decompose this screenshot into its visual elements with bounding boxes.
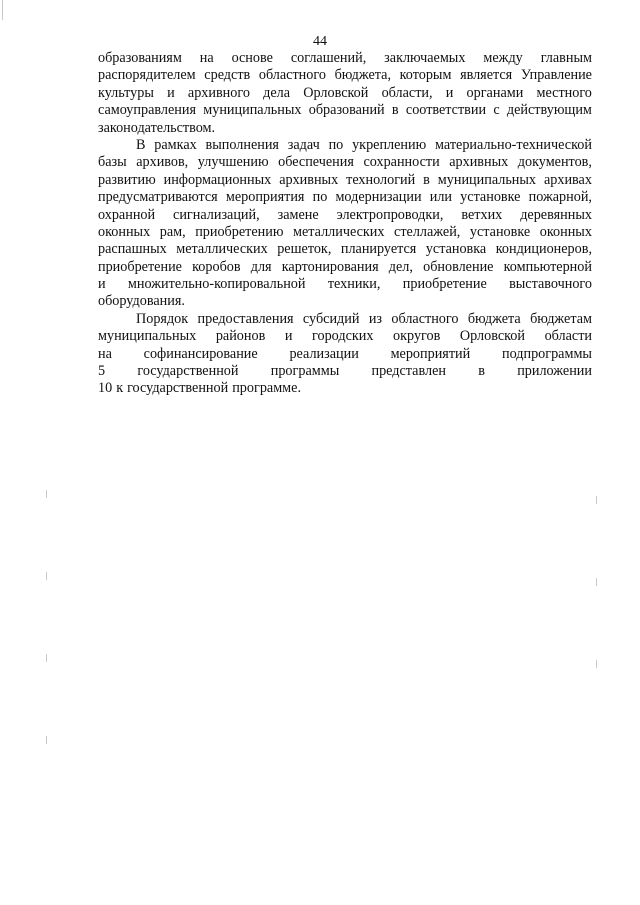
scan-margin-mark [46,490,47,498]
text-line: оконных рам, приобретению металлических стеллажей, установке оконных [98,223,592,240]
paragraph [98,50,592,137]
scan-margin-mark [46,654,47,662]
text-line: 10 к государственной программе. [98,380,302,397]
text-line: 5 государственной программы представлен в приложении [98,363,592,380]
page-number: 44 [313,34,327,49]
text-line: базы архивов, улучшению обеспечения сохранности архивных документов, [98,154,592,171]
document-body [98,50,592,398]
text-line: Порядок предоставления субсидий из областного бюджета бюджетам [136,310,592,327]
text-line: законодательством. [98,119,216,136]
text-line: распорядителем средств областного бюджета, которым является Управление [98,67,592,84]
text-line: образованиям на основе соглашений, заключаемых между главным [98,50,592,66]
paragraph [98,137,592,311]
scan-margin-mark [2,0,3,20]
paragraph [98,311,592,398]
scan-margin-mark [596,578,597,586]
text-line: культуры и архивного дела Орловской области, и органами местного [98,84,592,101]
scan-margin-mark [596,496,597,504]
text-line: предусматриваются мероприятия по модернизации или установке пожарной, [98,189,592,206]
text-line: оборудования. [98,293,185,310]
text-line: распашных металлических решеток, планируется установка кондиционеров, [98,241,592,258]
text-line: и множительно-копировальной техники, приобретение выставочного [98,276,592,293]
text-line: приобретение коробов для картонирования дел, обновление компьютерной [98,258,592,275]
text-line: самоуправления муниципальных образований в соответствии с действующим [98,102,592,119]
text-line: развитию информационных архивных технологий в муниципальных архивах [98,171,592,188]
scan-margin-mark [46,736,47,744]
scan-margin-mark [596,660,597,668]
text-line: муниципальных районов и городских округов Орловской области [98,328,592,345]
scan-margin-mark [46,572,47,580]
text-line: на софинансирование реализации мероприятий подпрограммы [98,345,592,362]
text-line: охранной сигнализаций, замене электропроводки, ветхих деревянных [98,206,592,223]
text-line: В рамках выполнения задач по укреплению материально-технической [136,136,592,153]
